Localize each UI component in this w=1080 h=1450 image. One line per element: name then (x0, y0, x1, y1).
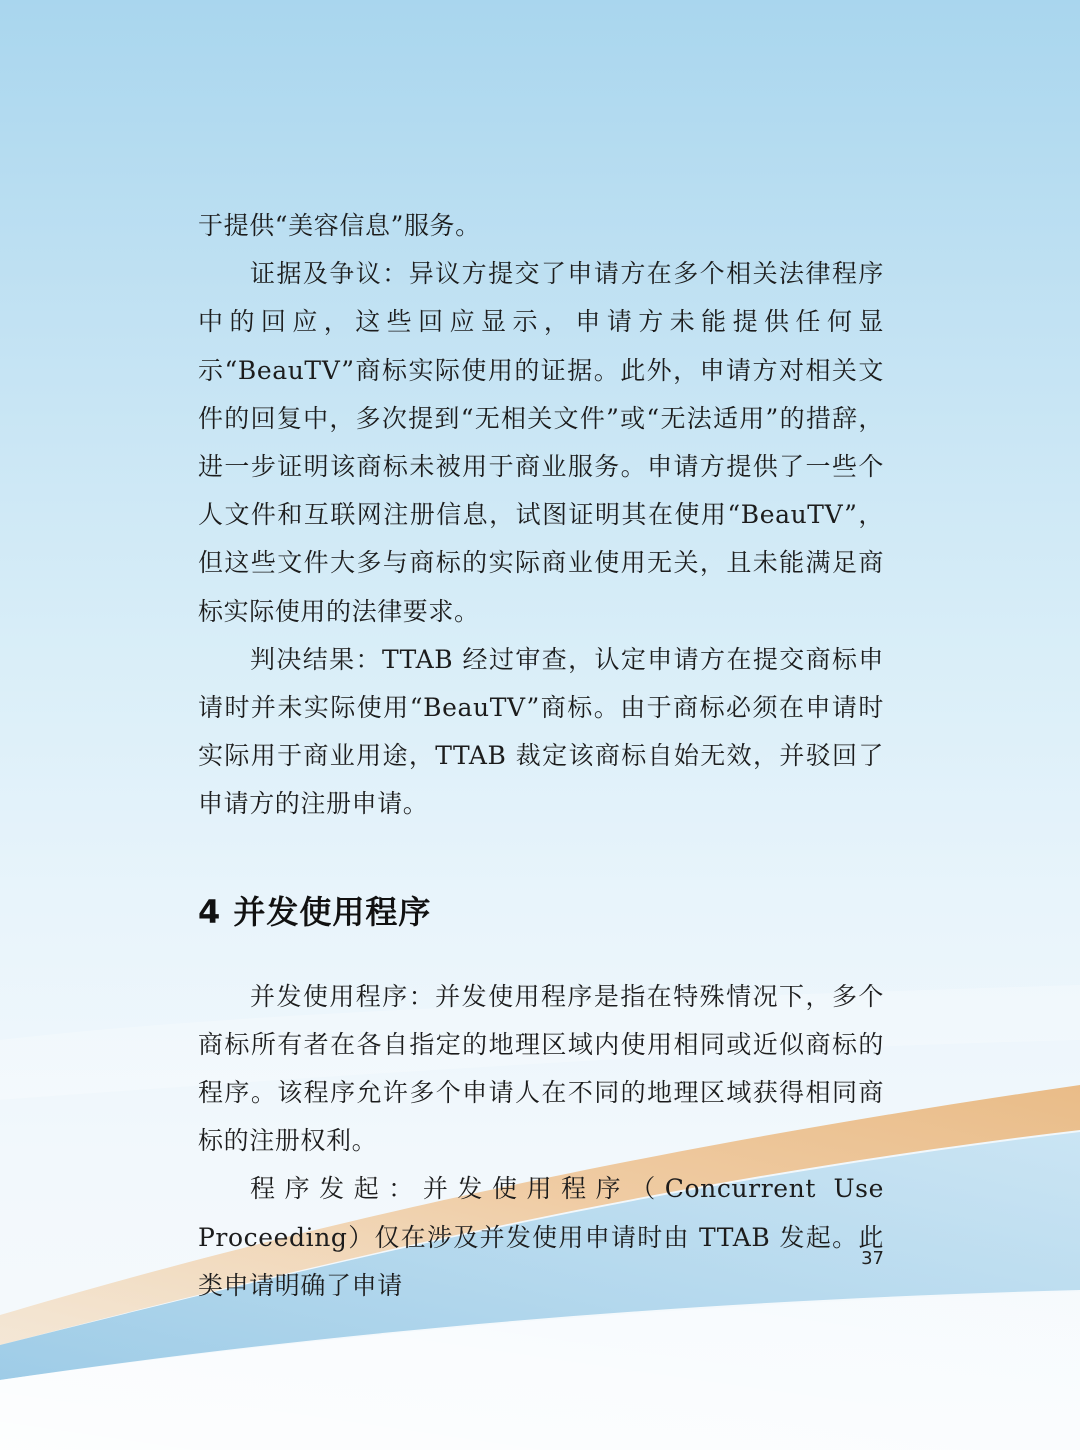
paragraph-ruling: 判决结果：TTAB 经过审查，认定申请方在提交商标申请时并未实际使用“BeauTV”商标。由于商标必须在申请时实际用于商业用途，TTAB 裁定该商标自始无效，并驳回了申请方的注册申请。 (198, 644, 884, 819)
page-body (198, 202, 884, 1310)
paragraph-evidence: 证据及争议：异议方提交了申请方在多个相关法律程序中的回应，这些回应显示，申请方未能提供任何显示“BeauTV”商标实际使用的证据。此外，申请方对相关文件的回复中，多次提到“无相关文件”或“无法适用”的措辞，进一步证明该商标未被用于商业服务。申请方提供了一些个人文件和互联网注册信息，试图证明其在使用“BeauTV”，但这些文件大多与商标的实际商业使用无关，且未能满足商标实际使用的法律要求。 (198, 259, 884, 626)
page-number: 37 (861, 1248, 884, 1269)
paragraph-intro-tail: 于提供“美容信息”服务。 (198, 211, 481, 240)
paragraph-concurrent-use: 并发使用程序：并发使用程序是指在特殊情况下，多个商标所有者在各自指定的地理区域内使用相同或近似商标的程序。该程序允许多个申请人在不同的地理区域获得相同商标的注册权利。 (198, 981, 884, 1156)
paragraph-proceeding-start: 程序发起：并发使用程序（Concurrent Use Proceeding）仅在涉及并发使用申请时由 TTAB 发起。此类申请明确了申请 (198, 1174, 884, 1300)
section-title: 4 并发使用程序 (198, 892, 432, 931)
